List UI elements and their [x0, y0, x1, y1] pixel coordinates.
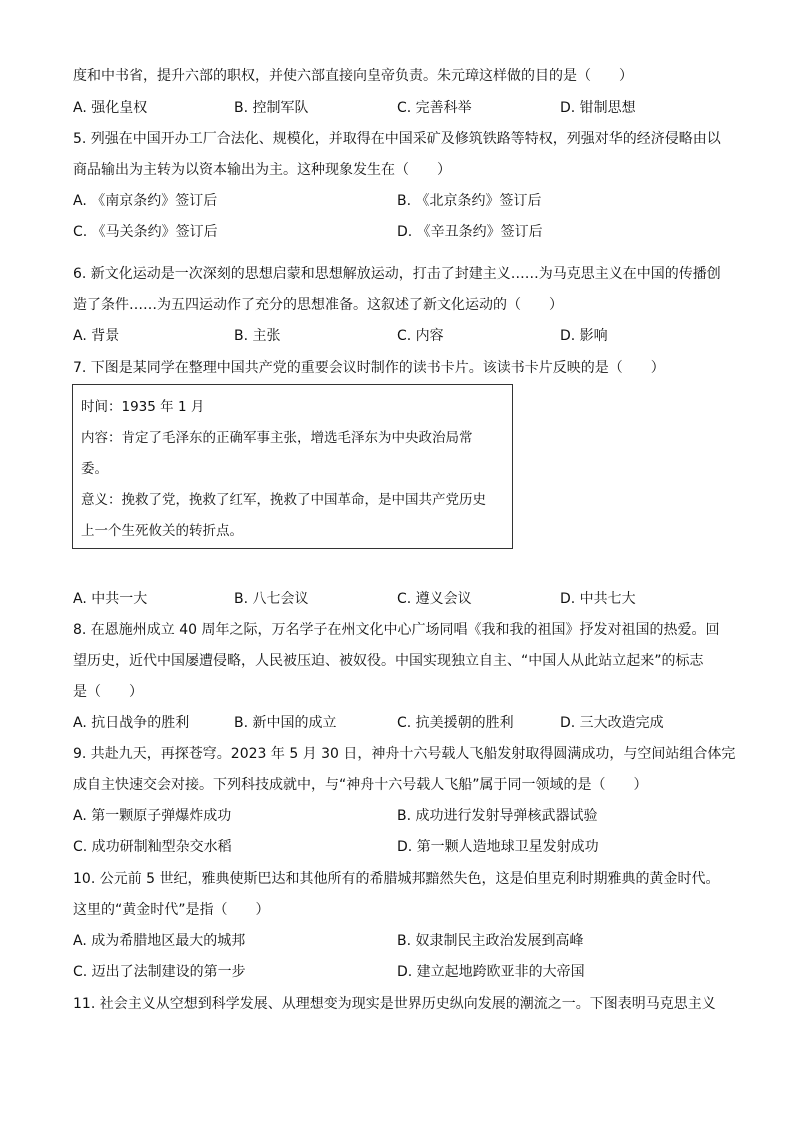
- q10-option-d: D. 建立起地跨欧亚非的大帝国: [397, 964, 585, 980]
- q6-stem-line-2: 造了条件……为五四运动作了充分的思想准备。这叙述了新文化运动的（ ）: [73, 297, 563, 313]
- card-content-line-2: 委。: [81, 461, 108, 477]
- q8-option-a: A. 抗日战争的胜利: [73, 715, 190, 731]
- card-meaning-line-2: 上一个生死攸关的转折点。: [81, 523, 243, 539]
- q6-option-b: B. 主张: [234, 328, 281, 344]
- q8-stem-line-3: 是（ ）: [73, 684, 143, 700]
- q5-option-a: A. 《南京条约》签订后: [73, 193, 218, 209]
- q10-stem-line-1: 10. 公元前 5 世纪，雅典使斯巴达和其他所有的希腊城邦黯然失色，这是伯里克利时期雅典的黄金时代。: [73, 871, 720, 887]
- q9-option-c: C. 成功研制籼型杂交水稻: [73, 839, 232, 855]
- q5-stem-line-1: 5. 列强在中国开办工厂合法化、规模化，并取得在中国采矿及修筑铁路等特权，列强对华的经济侵略由以: [73, 131, 721, 147]
- q7-stem: 7. 下图是某同学在整理中国共产党的重要会议时制作的读书卡片。该读书卡片反映的是（ ）: [73, 360, 665, 376]
- q4-option-c: C. 完善科举: [397, 100, 472, 116]
- q10-option-b: B. 奴隶制民主政治发展到高峰: [397, 933, 584, 949]
- q9-option-d: D. 第一颗人造地球卫星发射成功: [397, 839, 599, 855]
- q4-option-a: A. 强化皇权: [73, 100, 148, 116]
- q9-option-b: B. 成功进行发射导弹核武器试验: [397, 808, 598, 824]
- q11-stem: 11. 社会主义从空想到科学发展、从理想变为现实是世界历史纵向发展的潮流之一。下图表明马克思主义: [73, 996, 716, 1012]
- q7-option-c: C. 遵义会议: [397, 591, 472, 607]
- q4-stem: 度和中书省，提升六部的职权，并使六部直接向皇帝负责。朱元璋这样做的目的是（ ）: [73, 68, 633, 84]
- reading-card: [72, 384, 513, 549]
- q10-option-c: C. 迈出了法制建设的第一步: [73, 964, 246, 980]
- q7-option-a: A. 中共一大: [73, 591, 148, 607]
- q8-option-c: C. 抗美援朝的胜利: [397, 715, 514, 731]
- q5-option-b: B. 《北京条约》签订后: [397, 193, 542, 209]
- q10-stem-line-2: 这里的“黄金时代”是指（ ）: [73, 902, 270, 918]
- q5-option-c: C. 《马关条约》签订后: [73, 224, 218, 240]
- q7-option-d: D. 中共七大: [560, 591, 636, 607]
- q6-option-a: A. 背景: [73, 328, 120, 344]
- q5-option-d: D. 《辛丑条约》签订后: [397, 224, 543, 240]
- q9-option-a: A. 第一颗原子弹爆炸成功: [73, 808, 232, 824]
- q4-option-d: D. 钳制思想: [560, 100, 636, 116]
- q6-option-d: D. 影响: [560, 328, 608, 344]
- q4-option-b: B. 控制军队: [234, 100, 309, 116]
- q8-stem-line-2: 望历史，近代中国屡遭侵略，人民被压迫、被奴役。中国实现独立自主、“中国人从此站立起来”的标志: [73, 653, 704, 669]
- q10-option-a: A. 成为希腊地区最大的城邦: [73, 933, 246, 949]
- q5-stem-line-2: 商品输出为主转为以资本输出为主。这种现象发生在（ ）: [73, 162, 451, 178]
- card-content-line-1: 内容：肯定了毛泽东的正确军事主张，增选毛泽东为中央政治局常: [81, 430, 473, 446]
- card-time: 时间：1935 年 1 月: [81, 399, 205, 415]
- q7-option-b: B. 八七会议: [234, 591, 309, 607]
- q9-stem-line-1: 9. 共赴九天，再探苍穹。2023 年 5 月 30 日，神舟十六号载人飞船发射取得圆满成功，与空间站组合体完: [73, 746, 736, 762]
- q8-stem-line-1: 8. 在恩施州成立 40 周年之际，万名学子在州文化中心广场同唱《我和我的祖国》抒发对祖国的热爱。回: [73, 622, 720, 638]
- q6-option-c: C. 内容: [397, 328, 444, 344]
- q8-option-d: D. 三大改造完成: [560, 715, 664, 731]
- q6-stem-line-1: 6. 新文化运动是一次深刻的思想启蒙和思想解放运动，打击了封建主义……为马克思主义在中国的传播创: [73, 266, 721, 282]
- card-meaning-line-1: 意义：挽救了党，挽救了红军，挽救了中国革命，是中国共产党历史: [81, 492, 486, 508]
- q9-stem-line-2: 成自主快速交会对接。下列科技成就中，与“神舟十六号载人飞船”属于同一领域的是（ ）: [73, 777, 648, 793]
- q8-option-b: B. 新中国的成立: [234, 715, 337, 731]
